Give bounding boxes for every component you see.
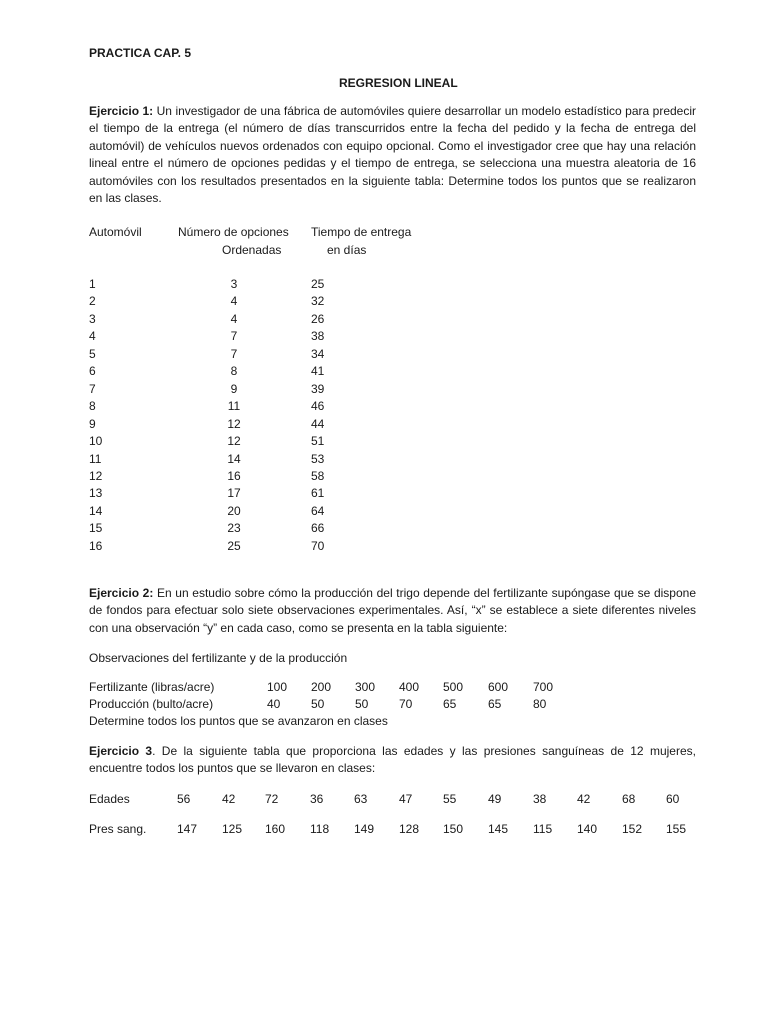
cell-days: 51 [311,434,325,449]
table1-header-options-line2: Ordenadas [222,243,282,257]
pressure-value: 128 [399,822,420,836]
exercise3-paragraph [89,743,696,778]
pressure-value: 125 [222,822,243,836]
prod-label: Producción (bulto/acre) [89,697,214,711]
age-value: 38 [533,792,547,806]
exercise1-text: Un investigador de una fábrica de automóviles quiere desarrollar un modelo estadístico para predecir el tiempo de la entrega (el número de días transcurridos entre la fecha del pedido y la fecha de entrega del automóvil) de vehículos nuevos ordenados con equipo opcional. Como el investigador cree que hay una relación lineal entre el número de opciones pedidas y el tiempo de entrega, se selecciona una muestra aleatoria de 16 automóviles con los resultados presentados en la siguiente tabla: Determine todos los puntos que se realizaron en las clases. [89,104,696,206]
cell-options: 7 [230,346,238,361]
cell-days: 64 [311,503,325,518]
cell-options: 20 [227,503,241,518]
age-value: 56 [177,792,191,806]
prod-value: 40 [267,697,281,711]
cell-days: 26 [311,311,325,326]
prod-value: 65 [443,697,457,711]
cell-auto: 3 [89,311,96,326]
table1-header-options-line1: Número de opciones [178,225,289,239]
exercise1-label: Ejercicio 1: [89,104,154,118]
pressure-value: 145 [488,822,509,836]
cell-auto: 15 [89,521,103,536]
cell-options: 16 [227,468,241,483]
cell-days: 41 [311,364,325,379]
age-value: 42 [222,792,236,806]
age-value: 63 [354,792,368,806]
cell-auto: 16 [89,538,103,553]
cell-auto: 7 [89,381,96,396]
cell-options: 3 [230,277,238,291]
cell-auto: 14 [89,503,103,518]
age-value: 49 [488,792,502,806]
pressure-value: 155 [666,822,687,836]
exercise2-paragraph [89,585,696,637]
cell-auto: 1 [89,277,96,291]
cell-days: 58 [311,468,325,483]
exercise2-subtitle: Observaciones del fertilizante y de la producción [89,651,348,665]
age-value: 36 [310,792,324,806]
cell-auto: 12 [89,468,103,483]
fert-value: 300 [355,680,376,694]
cell-options: 4 [230,294,238,309]
prod-value: 65 [488,697,502,711]
exercise2-text: En un estudio sobre cómo la producción del trigo depende del fertilizante supóngase que se dispone de fondos para efectuar solo siete observaciones experimentales. Así, “x” se establece a siete diferentes niveles con una observación “y” en cada caso, como se presenta en la tabla siguiente: [89,586,696,635]
age-value: 55 [443,792,457,806]
exercise1-paragraph [89,103,696,207]
cell-auto: 11 [89,451,102,466]
pressure-value: 149 [354,822,375,836]
cell-options: 8 [230,364,238,379]
prod-value: 50 [355,697,369,711]
fert-value: 700 [533,680,554,694]
ages-label: Edades [89,792,130,806]
exercise3-label: Ejercicio 3 [89,744,153,758]
cell-auto: 10 [89,434,103,449]
cell-options: 14 [227,451,241,466]
cell-auto: 9 [89,416,96,431]
pressure-value: 118 [310,822,330,836]
exercise2-label: Ejercicio 2: [89,586,154,600]
age-value: 60 [666,792,680,806]
pressure-label: Pres sang. [89,822,147,836]
age-value: 68 [622,792,636,806]
cell-options: 17 [227,486,241,501]
pressure-value: 160 [265,822,286,836]
cell-days: 34 [311,346,325,361]
cell-days: 61 [311,486,325,501]
age-value: 72 [265,792,279,806]
pressure-value: 140 [577,822,598,836]
cell-auto: 5 [89,346,96,361]
cell-days: 53 [311,451,325,466]
cell-options: 12 [227,434,241,449]
prod-value: 70 [399,697,413,711]
age-value: 42 [577,792,591,806]
pressure-value: 147 [177,822,198,836]
age-value: 47 [399,792,413,806]
fert-value: 400 [399,680,420,694]
cell-days: 70 [311,538,325,553]
table1-header-automovil: Automóvil [89,225,142,239]
pressure-value: 115 [533,822,553,836]
prod-value: 80 [533,697,547,711]
cell-days: 66 [311,521,325,536]
fert-value: 100 [267,680,288,694]
cell-days: 44 [311,416,325,431]
exercise3-text: . De la siguiente tabla que proporciona las edades y las presiones sanguíneas de 12 mujeres, encuentre todos los puntos que se llevaron en clases: [89,744,696,776]
cell-days: 38 [311,329,325,344]
cell-days: 32 [311,294,325,309]
pressure-value: 150 [443,822,464,836]
exercise2-closing: Determine todos los puntos que se avanzaron en clases [89,714,388,728]
cell-days: 46 [311,399,325,414]
cell-days: 25 [311,277,325,291]
practice-title: PRACTICA CAP. 5 [89,46,192,60]
cell-options: 7 [230,329,238,344]
table1-header-days-line2: en días [327,243,367,257]
cell-options: 11 [227,399,241,414]
cell-auto: 2 [89,294,96,309]
pressure-value: 152 [622,822,643,836]
cell-auto: 13 [89,486,103,501]
cell-options: 9 [230,381,238,396]
cell-options: 4 [230,311,238,326]
fert-value: 200 [311,680,332,694]
cell-options: 23 [227,521,241,536]
main-title: REGRESION LINEAL [339,76,458,90]
cell-options: 12 [227,416,241,431]
cell-auto: 6 [89,364,96,379]
table1-header-days-line1: Tiempo de entrega [311,225,412,239]
cell-options: 25 [227,538,241,553]
cell-auto: 8 [89,399,96,414]
cell-auto: 4 [89,329,96,344]
prod-value: 50 [311,697,325,711]
fert-value: 600 [488,680,509,694]
fert-label: Fertilizante (libras/acre) [89,680,215,694]
fert-value: 500 [443,680,464,694]
cell-days: 39 [311,381,325,396]
